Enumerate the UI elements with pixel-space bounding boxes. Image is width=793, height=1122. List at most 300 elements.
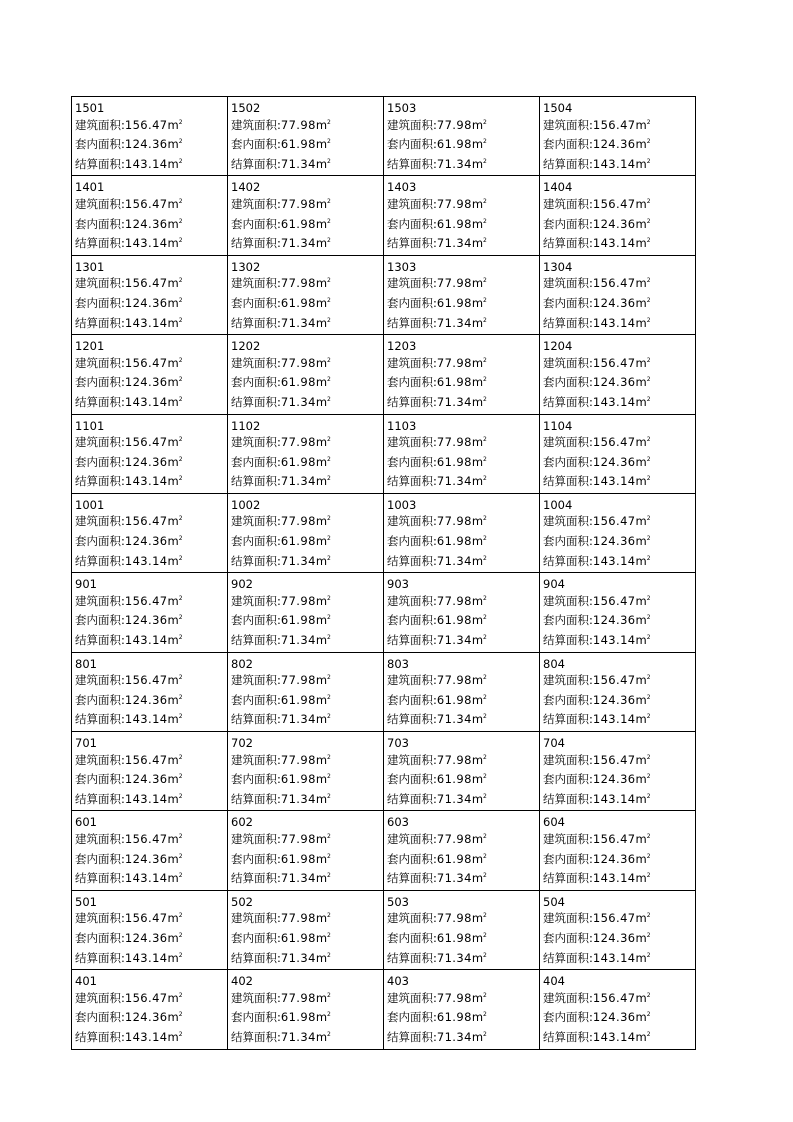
building-area-value: 77.98 [280, 752, 316, 767]
settlement-area-line [387, 711, 539, 731]
inner-area-line [543, 930, 695, 950]
unit-exponent: 2 [178, 614, 183, 622]
unit-cell [228, 652, 384, 731]
settlement-area-line [543, 870, 695, 890]
unit-symbol: m [471, 236, 484, 251]
settlement-area-label: 结算面积: [543, 950, 593, 965]
settlement-area-line [75, 791, 227, 811]
inner-area-line [543, 851, 695, 871]
unit-cell [72, 970, 228, 1049]
settlement-area-value: 71.34 [436, 394, 472, 409]
unit-symbol: m [315, 156, 328, 171]
unit-exponent: 2 [483, 237, 487, 245]
inner-area-label: 套内面积: [231, 137, 281, 152]
unit-symbol: m [167, 871, 179, 886]
unit-cell [72, 176, 228, 255]
unit-number: 1501 [75, 101, 105, 115]
building-area-value: 77.98 [436, 196, 472, 211]
settlement-area-value: 71.34 [280, 712, 316, 727]
inner-area-value: 61.98 [280, 772, 316, 787]
inner-area-value: 124.36 [592, 851, 636, 866]
inner-area-label: 套内面积: [543, 534, 593, 549]
building-area-value: 156.47 [592, 593, 636, 608]
building-area-value: 156.47 [592, 355, 636, 370]
settlement-area-value: 143.14 [592, 236, 636, 251]
inner-area-value: 124.36 [124, 851, 168, 866]
unit-exponent: 2 [327, 912, 331, 920]
inner-area-label: 套内面积: [387, 137, 437, 152]
settlement-area-line [543, 711, 695, 731]
unit-symbol: m [635, 871, 647, 886]
building-area-line [75, 831, 227, 851]
settlement-area-label: 结算面积: [387, 156, 437, 171]
inner-area-line [231, 692, 383, 712]
unit-exponent: 2 [327, 614, 331, 622]
inner-area-line [231, 533, 383, 553]
unit-symbol: m [635, 474, 647, 489]
unit-number: 1202 [231, 339, 261, 354]
unit-symbol: m [635, 1029, 647, 1044]
inner-area-line [387, 930, 539, 950]
unit-number: 703 [387, 736, 409, 750]
unit-cell [72, 811, 228, 890]
unit-symbol: m [471, 1029, 484, 1044]
building-area-label: 建筑面积: [387, 752, 437, 767]
unit-number: 504 [543, 894, 565, 909]
inner-area-line [75, 930, 227, 950]
settlement-area-label: 结算面积: [231, 394, 281, 409]
unit-exponent: 2 [646, 515, 651, 523]
building-area-line [543, 434, 695, 454]
unit-number: 404 [543, 974, 565, 989]
unit-number: 1001 [75, 497, 105, 512]
unit-symbol: m [167, 375, 179, 390]
building-area-value: 77.98 [280, 990, 316, 1005]
building-area-label: 建筑面积: [75, 673, 125, 688]
unit-symbol: m [167, 613, 179, 628]
settlement-area-value: 143.14 [592, 315, 636, 330]
unit-symbol: m [471, 156, 484, 171]
building-area-line [387, 434, 539, 454]
inner-area-value: 124.36 [124, 137, 168, 152]
unit-exponent: 2 [327, 535, 331, 543]
settlement-area-label: 结算面积: [231, 156, 281, 171]
settlement-area-line [387, 950, 539, 970]
unit-exponent: 2 [483, 376, 487, 384]
unit-symbol: m [471, 752, 484, 767]
settlement-area-value: 143.14 [124, 950, 168, 965]
unit-symbol: m [167, 514, 179, 529]
unit-symbol: m [471, 375, 484, 390]
unit-exponent: 2 [178, 753, 183, 761]
unit-symbol: m [471, 454, 484, 469]
unit-exponent: 2 [483, 872, 487, 880]
unit-exponent: 2 [483, 991, 487, 999]
building-area-line [543, 275, 695, 295]
unit-exponent: 2 [483, 713, 487, 721]
unit-symbol: m [315, 831, 328, 846]
unit-number: 1004 [543, 497, 573, 512]
unit-number: 501 [75, 894, 97, 909]
unit-symbol: m [167, 295, 179, 310]
unit-exponent: 2 [327, 991, 331, 999]
building-area-value: 77.98 [280, 276, 316, 291]
unit-cell [72, 890, 228, 969]
unit-exponent: 2 [483, 674, 487, 682]
building-area-value: 156.47 [124, 911, 168, 926]
unit-cell [540, 414, 696, 493]
unit-symbol: m [471, 1010, 484, 1025]
building-area-label: 建筑面积: [231, 514, 281, 529]
unit-number: 1401 [75, 180, 105, 195]
inner-area-value: 61.98 [280, 613, 316, 628]
unit-symbol: m [315, 216, 328, 231]
inner-area-line [543, 692, 695, 712]
unit-cell [72, 493, 228, 572]
unit-symbol: m [315, 633, 328, 648]
unit-symbol: m [167, 930, 179, 945]
unit-symbol: m [315, 375, 328, 390]
unit-number: 401 [75, 974, 97, 989]
unit-symbol: m [315, 851, 328, 866]
unit-exponent: 2 [178, 535, 183, 543]
unit-exponent: 2 [327, 872, 331, 880]
inner-area-value: 124.36 [124, 375, 168, 390]
unit-number: 803 [387, 656, 409, 671]
unit-cell [228, 970, 384, 1049]
unit-exponent: 2 [178, 1030, 183, 1038]
unit-number: 704 [543, 736, 565, 750]
unit-symbol: m [471, 633, 484, 648]
unit-cell [384, 335, 540, 414]
unit-cell [228, 811, 384, 890]
unit-number: 1304 [543, 259, 573, 274]
unit-symbol: m [167, 315, 179, 330]
building-area-label: 建筑面积: [387, 117, 437, 132]
settlement-area-value: 143.14 [124, 236, 168, 251]
building-area-line [543, 672, 695, 692]
unit-number: 903 [387, 577, 409, 592]
building-area-label: 建筑面积: [543, 355, 593, 370]
settlement-area-value: 143.14 [124, 315, 168, 330]
inner-area-line [543, 533, 695, 553]
unit-cell [228, 335, 384, 414]
unit-exponent: 2 [646, 118, 651, 126]
building-area-value: 77.98 [280, 355, 316, 370]
settlement-area-label: 结算面积: [543, 474, 593, 489]
settlement-area-line [543, 315, 695, 335]
inner-area-value: 61.98 [436, 692, 472, 707]
building-area-line [75, 196, 227, 216]
inner-area-value: 124.36 [592, 772, 636, 787]
unit-exponent: 2 [178, 157, 183, 165]
unit-symbol: m [635, 990, 647, 1005]
unit-exponent: 2 [178, 693, 183, 701]
inner-area-value: 124.36 [124, 930, 168, 945]
unit-symbol: m [315, 454, 328, 469]
unit-symbol: m [315, 315, 328, 330]
unit-symbol: m [315, 137, 328, 152]
unit-exponent: 2 [178, 118, 183, 126]
inner-area-line [231, 1009, 383, 1029]
inner-area-label: 套内面积: [543, 930, 593, 945]
unit-symbol: m [471, 474, 484, 489]
inner-area-value: 61.98 [436, 454, 472, 469]
unit-symbol: m [635, 851, 647, 866]
building-area-line [387, 513, 539, 533]
settlement-area-line [231, 791, 383, 811]
inner-area-line [75, 771, 227, 791]
inner-area-value: 124.36 [124, 295, 168, 310]
inner-area-label: 套内面积: [231, 295, 281, 310]
unit-exponent: 2 [178, 1011, 183, 1019]
unit-exponent: 2 [483, 1011, 487, 1019]
building-area-label: 建筑面积: [387, 911, 437, 926]
building-area-value: 77.98 [436, 276, 472, 291]
table-row [72, 890, 696, 969]
unit-exponent: 2 [327, 197, 331, 205]
unit-exponent: 2 [327, 1011, 331, 1019]
inner-area-label: 套内面积: [543, 772, 593, 787]
unit-exponent: 2 [178, 277, 183, 285]
unit-exponent: 2 [646, 872, 651, 880]
settlement-area-value: 71.34 [280, 315, 316, 330]
building-area-line [387, 117, 539, 137]
unit-symbol: m [635, 791, 647, 806]
settlement-area-value: 71.34 [280, 236, 316, 251]
building-area-line [387, 355, 539, 375]
unit-symbol: m [635, 276, 647, 291]
unit-cell [228, 176, 384, 255]
inner-area-value: 61.98 [436, 930, 472, 945]
unit-symbol: m [315, 474, 328, 489]
building-area-line [75, 355, 227, 375]
building-area-line [231, 593, 383, 613]
unit-symbol: m [471, 712, 484, 727]
settlement-area-value: 71.34 [280, 950, 316, 965]
building-area-value: 156.47 [124, 990, 168, 1005]
settlement-area-label: 结算面积: [387, 712, 437, 727]
unit-symbol: m [471, 692, 484, 707]
settlement-area-value: 71.34 [436, 791, 472, 806]
settlement-area-value: 71.34 [436, 236, 472, 251]
unit-symbol: m [635, 633, 647, 648]
settlement-area-label: 结算面积: [231, 1029, 281, 1044]
unit-exponent: 2 [646, 792, 651, 800]
unit-cell [384, 493, 540, 572]
building-area-value: 156.47 [124, 355, 168, 370]
settlement-area-value: 71.34 [436, 950, 472, 965]
settlement-area-label: 结算面积: [75, 950, 125, 965]
unit-number: 601 [75, 815, 97, 830]
inner-area-line [387, 216, 539, 236]
inner-area-label: 套内面积: [231, 454, 281, 469]
inner-area-line [543, 374, 695, 394]
unit-symbol: m [315, 435, 328, 450]
inner-area-label: 套内面积: [75, 216, 125, 231]
settlement-area-value: 143.14 [124, 633, 168, 648]
building-area-line [543, 593, 695, 613]
building-area-label: 建筑面积: [75, 990, 125, 1005]
settlement-area-line [231, 632, 383, 652]
unit-symbol: m [167, 196, 179, 211]
settlement-area-line [543, 791, 695, 811]
unit-cell [384, 970, 540, 1049]
building-area-label: 建筑面积: [387, 990, 437, 1005]
unit-cell [540, 970, 696, 1049]
settlement-area-label: 结算面积: [75, 712, 125, 727]
inner-area-label: 套内面积: [387, 851, 437, 866]
building-area-value: 156.47 [592, 117, 636, 132]
unit-exponent: 2 [327, 316, 331, 324]
table-row [72, 811, 696, 890]
unit-exponent: 2 [646, 138, 651, 146]
inner-area-value: 124.36 [124, 1010, 168, 1025]
unit-symbol: m [635, 593, 647, 608]
building-area-label: 建筑面积: [231, 911, 281, 926]
unit-exponent: 2 [646, 713, 651, 721]
unit-exponent: 2 [178, 594, 183, 602]
unit-symbol: m [635, 315, 647, 330]
building-area-value: 77.98 [280, 196, 316, 211]
inner-area-line [543, 771, 695, 791]
inner-area-value: 61.98 [280, 454, 316, 469]
building-area-value: 156.47 [124, 514, 168, 529]
settlement-area-label: 结算面积: [387, 315, 437, 330]
unit-exponent: 2 [178, 296, 183, 304]
unit-cell [384, 97, 540, 176]
inner-area-value: 61.98 [280, 137, 316, 152]
inner-area-value: 61.98 [280, 375, 316, 390]
unit-number: 1204 [543, 339, 573, 354]
unit-symbol: m [167, 990, 179, 1005]
inner-area-value: 124.36 [592, 216, 636, 231]
inner-area-line [75, 851, 227, 871]
unit-number: 902 [231, 577, 253, 592]
unit-cell [384, 811, 540, 890]
inner-area-label: 套内面积: [75, 534, 125, 549]
settlement-area-label: 结算面积: [75, 315, 125, 330]
inner-area-line [231, 136, 383, 156]
settlement-area-line [543, 950, 695, 970]
unit-symbol: m [167, 950, 179, 965]
unit-exponent: 2 [178, 455, 183, 463]
settlement-area-line [543, 235, 695, 255]
unit-symbol: m [167, 692, 179, 707]
unit-number: 1102 [231, 418, 261, 433]
inner-area-value: 124.36 [592, 534, 636, 549]
inner-area-line [387, 454, 539, 474]
settlement-area-line [231, 394, 383, 414]
settlement-area-line [75, 156, 227, 176]
building-area-label: 建筑面积: [543, 752, 593, 767]
inner-area-label: 套内面积: [75, 613, 125, 628]
unit-symbol: m [167, 791, 179, 806]
building-area-value: 77.98 [436, 990, 472, 1005]
inner-area-value: 61.98 [436, 851, 472, 866]
settlement-area-line [387, 870, 539, 890]
unit-cell [228, 493, 384, 572]
unit-symbol: m [635, 394, 647, 409]
inner-area-label: 套内面积: [543, 851, 593, 866]
unit-symbol: m [167, 593, 179, 608]
unit-cell [540, 97, 696, 176]
settlement-area-value: 143.14 [124, 712, 168, 727]
unit-exponent: 2 [646, 237, 651, 245]
unit-exponent: 2 [646, 912, 651, 920]
building-area-label: 建筑面积: [387, 831, 437, 846]
unit-exponent: 2 [483, 277, 487, 285]
building-area-value: 77.98 [280, 831, 316, 846]
unit-exponent: 2 [646, 693, 651, 701]
building-area-value: 156.47 [124, 673, 168, 688]
inner-area-label: 套内面积: [387, 1010, 437, 1025]
unit-number: 802 [231, 656, 253, 671]
inner-area-label: 套内面积: [75, 375, 125, 390]
settlement-area-line [543, 632, 695, 652]
unit-exponent: 2 [327, 594, 331, 602]
settlement-area-label: 结算面积: [543, 236, 593, 251]
building-area-value: 77.98 [436, 514, 472, 529]
building-area-line [75, 434, 227, 454]
inner-area-label: 套内面积: [543, 137, 593, 152]
building-area-value: 156.47 [592, 276, 636, 291]
settlement-area-line [387, 394, 539, 414]
unit-exponent: 2 [178, 931, 183, 939]
settlement-area-value: 143.14 [124, 156, 168, 171]
unit-symbol: m [315, 117, 328, 132]
unit-exponent: 2 [646, 217, 651, 225]
building-area-value: 77.98 [436, 673, 472, 688]
building-area-line [231, 990, 383, 1010]
settlement-area-value: 71.34 [436, 1029, 472, 1044]
unit-exponent: 2 [327, 138, 331, 146]
unit-cell [228, 255, 384, 334]
building-area-value: 77.98 [280, 117, 316, 132]
settlement-area-line [75, 473, 227, 493]
unit-cell [384, 414, 540, 493]
inner-area-value: 61.98 [436, 216, 472, 231]
unit-cell [72, 652, 228, 731]
building-area-label: 建筑面积: [543, 831, 593, 846]
building-area-label: 建筑面积: [543, 673, 593, 688]
inner-area-label: 套内面积: [75, 137, 125, 152]
unit-number: 801 [75, 656, 97, 671]
unit-exponent: 2 [327, 237, 331, 245]
inner-area-line [231, 216, 383, 236]
settlement-area-label: 结算面积: [543, 553, 593, 568]
building-area-value: 156.47 [592, 752, 636, 767]
unit-exponent: 2 [327, 376, 331, 384]
settlement-area-value: 143.14 [592, 712, 636, 727]
unit-symbol: m [315, 752, 328, 767]
unit-cell [384, 652, 540, 731]
settlement-area-line [75, 870, 227, 890]
unit-symbol: m [315, 673, 328, 688]
unit-exponent: 2 [646, 852, 651, 860]
unit-exponent: 2 [178, 316, 183, 324]
inner-area-line [387, 1009, 539, 1029]
unit-symbol: m [315, 613, 328, 628]
inner-area-line [75, 136, 227, 156]
building-area-label: 建筑面积: [387, 196, 437, 211]
unit-cell [540, 176, 696, 255]
unit-cell [72, 573, 228, 652]
unit-exponent: 2 [178, 376, 183, 384]
settlement-area-label: 结算面积: [231, 950, 281, 965]
unit-symbol: m [635, 435, 647, 450]
settlement-area-label: 结算面积: [231, 712, 281, 727]
